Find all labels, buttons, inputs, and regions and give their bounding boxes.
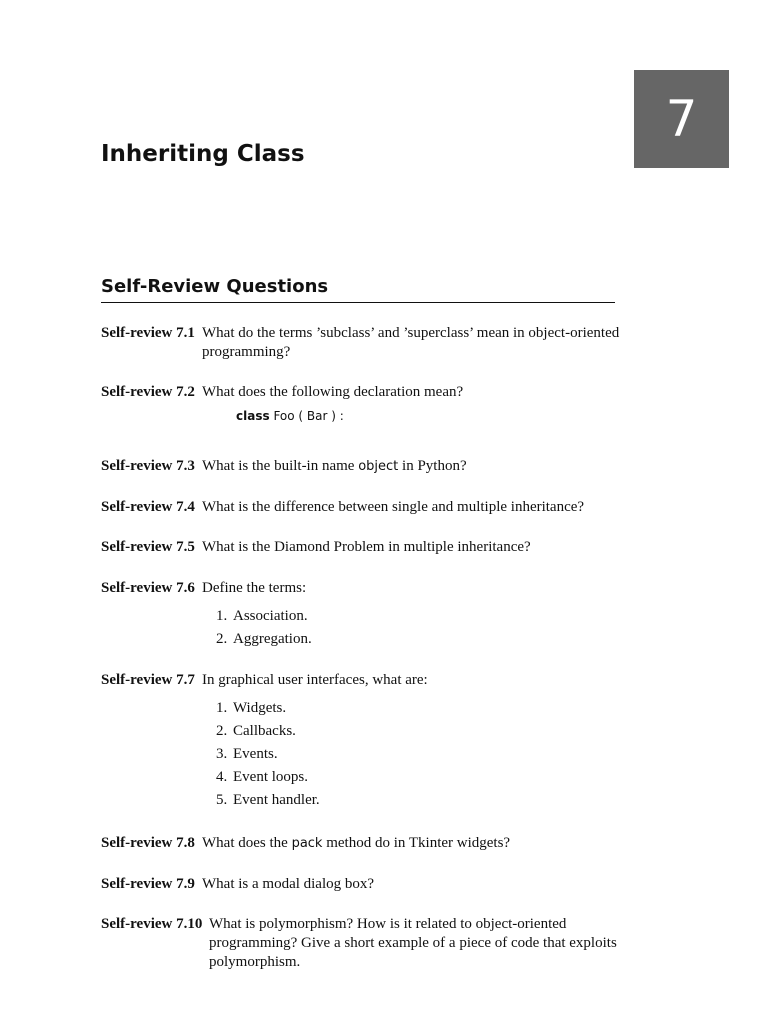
list-text: Events.: [233, 746, 278, 762]
question-prompt: In graphical user interfaces, what are:: [202, 672, 428, 688]
code-declaration: [236, 409, 344, 423]
list-text: Callbacks.: [233, 723, 296, 739]
question-label: Self-review 7.2: [101, 384, 195, 400]
list-item: [202, 768, 641, 787]
question-text: What does the following declaration mean?: [202, 384, 464, 400]
term-list: [202, 699, 641, 810]
list-item: [202, 630, 641, 649]
question-text-part: What is the built-in name: [202, 458, 355, 474]
list-number: 3.: [216, 746, 228, 762]
term-list: [202, 607, 641, 649]
question-text-part: in Python?: [402, 458, 467, 474]
chapter-number: 7: [665, 90, 698, 148]
question-7-2: [101, 383, 641, 402]
code-rest: Foo ( Bar ) :: [273, 409, 344, 423]
question-prompt: Define the terms:: [202, 580, 307, 596]
list-text: Widgets.: [233, 700, 287, 716]
question-7-8: [101, 834, 641, 853]
question-label: Self-review 7.8: [101, 835, 195, 851]
question-text-part: method do in Tkinter widgets?: [326, 835, 511, 851]
question-text: What is the Diamond Problem in multiple inheritance?: [202, 539, 531, 555]
list-item: [202, 607, 641, 626]
question-text: [202, 834, 641, 853]
list-text: Association.: [233, 608, 308, 624]
question-7-4: [101, 498, 641, 517]
question-label: Self-review 7.5: [101, 539, 195, 555]
question-label: Self-review 7.3: [101, 458, 195, 474]
list-item: [202, 791, 641, 810]
question-label: Self-review 7.7: [101, 672, 195, 688]
list-number: 4.: [216, 769, 228, 785]
question-text: [202, 579, 641, 649]
list-number: 2.: [216, 723, 228, 739]
section-title: Self-Review Questions: [101, 276, 615, 303]
question-7-1: [101, 324, 641, 362]
list-text: Event handler.: [233, 792, 320, 808]
question-text: What is the difference between single and multiple inheritance?: [202, 499, 585, 515]
list-text: Event loops.: [233, 769, 308, 785]
question-text-part: What does the: [202, 835, 288, 851]
list-number: 1.: [216, 608, 228, 624]
question-text: [202, 671, 641, 810]
question-7-5: [101, 538, 641, 557]
chapter-title: Inheriting Class: [101, 141, 305, 167]
question-7-7: [101, 671, 641, 814]
question-label: Self-review 7.1: [101, 325, 195, 341]
code-keyword: class: [236, 409, 270, 423]
inline-code: pack: [291, 836, 323, 851]
question-text: What is polymorphism? How is it related to object-oriented programming? Give a short example of a piece of code that exploits polymorphism.: [209, 916, 617, 970]
question-7-3: [101, 457, 641, 476]
question-text: [202, 457, 641, 476]
question-text: What is a modal dialog box?: [202, 876, 375, 892]
list-number: 2.: [216, 631, 228, 647]
list-item: [202, 699, 641, 718]
question-7-10: [101, 915, 641, 972]
question-7-6: [101, 579, 641, 653]
list-number: 1.: [216, 700, 228, 716]
question-label: Self-review 7.9: [101, 876, 195, 892]
question-text: What do the terms ’subclass’ and ’superclass’ mean in object-oriented programming?: [202, 325, 620, 360]
chapter-number-box: [634, 70, 729, 168]
list-item: [202, 722, 641, 741]
question-7-9: [101, 875, 641, 894]
question-label: Self-review 7.4: [101, 499, 195, 515]
inline-code: object: [358, 459, 399, 474]
question-label: Self-review 7.6: [101, 580, 195, 596]
list-text: Aggregation.: [233, 631, 312, 647]
question-label: Self-review 7.10: [101, 916, 203, 932]
list-item: [202, 745, 641, 764]
list-number: 5.: [216, 792, 228, 808]
